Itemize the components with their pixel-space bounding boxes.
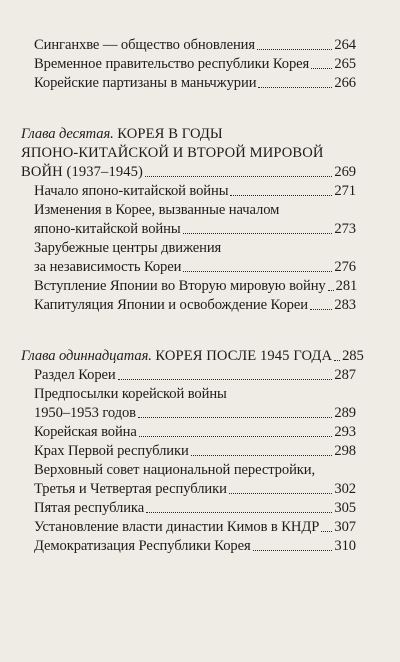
toc-entry-page: 289 xyxy=(334,405,356,421)
chapter-title-line: КОРЕЯ ПОСЛЕ 1945 ГОДА xyxy=(155,348,333,364)
chapter-heading xyxy=(21,125,356,182)
chapter-title-line: КОРЕЯ В ГОДЫ xyxy=(117,126,223,142)
dot-leader xyxy=(230,195,332,196)
toc-entry-title: Установление власти династии Кимов в КНДР xyxy=(34,519,320,535)
toc-entry-title: Пятая республика xyxy=(34,500,145,516)
toc-entry-page: 266 xyxy=(334,75,356,91)
toc-entry-page: 293 xyxy=(334,424,356,440)
chapter-title-line: ВОЙН (1937–1945) xyxy=(21,164,143,180)
toc-entry xyxy=(21,220,356,239)
toc-entry xyxy=(21,442,356,461)
dot-leader xyxy=(310,309,332,310)
toc-entry-title: Раздел Кореи xyxy=(34,367,116,383)
dot-leader xyxy=(321,531,332,532)
toc-entry-page: 307 xyxy=(334,519,356,535)
dot-leader xyxy=(145,176,332,177)
table-of-contents xyxy=(21,36,364,556)
dot-leader xyxy=(257,49,332,50)
toc-entry-page: 273 xyxy=(334,221,356,237)
dot-leader xyxy=(183,233,333,234)
dot-leader xyxy=(146,512,332,513)
toc-entry-title: Корейская война xyxy=(34,424,137,440)
dot-leader xyxy=(334,360,340,361)
toc-entry xyxy=(21,480,356,499)
toc-entry-page: 265 xyxy=(334,56,356,72)
chapter-page: 269 xyxy=(334,164,356,180)
toc-entry-title-line: японо-китайской войны xyxy=(34,221,181,237)
dot-leader xyxy=(258,87,332,88)
toc-entry-page: 264 xyxy=(334,37,356,53)
toc-entry-page: 281 xyxy=(335,278,358,294)
toc-entry-title: Начало японо-китайской войны xyxy=(34,183,229,199)
toc-entry-page: 305 xyxy=(334,500,356,516)
toc-entry xyxy=(21,404,356,423)
toc-entry xyxy=(21,277,356,296)
toc-entry xyxy=(21,499,356,518)
toc-entry xyxy=(21,296,356,315)
toc-entry-page: 302 xyxy=(334,481,356,497)
toc-entry xyxy=(21,74,356,93)
toc-entry xyxy=(21,258,356,277)
toc-entry xyxy=(21,239,356,258)
toc-entry xyxy=(21,518,356,537)
toc-entry xyxy=(21,461,356,480)
toc-entry-title: Крах Первой республики xyxy=(34,443,189,459)
dot-leader xyxy=(328,290,334,291)
toc-entry-title: Вступление Японии во Вторую мировую войну xyxy=(34,278,326,294)
dot-leader xyxy=(138,417,332,418)
toc-entry-title: Капитуляция Японии и освобождение Кореи xyxy=(34,297,308,313)
toc-entry-title: Синганхве — общество обновления xyxy=(34,37,256,53)
dot-leader xyxy=(118,379,333,380)
chapter-page: 285 xyxy=(342,348,364,364)
toc-entry-page: 276 xyxy=(334,259,356,275)
chapter-label: Глава одиннадцатая. xyxy=(21,348,152,364)
chapter-title-line: ЯПОНО-КИТАЙСКОЙ И ВТОРОЙ МИРОВОЙ xyxy=(21,145,324,161)
toc-entry-page: 310 xyxy=(334,538,356,554)
toc-entry xyxy=(21,385,356,404)
toc-entry-page: 271 xyxy=(334,183,356,199)
dot-leader xyxy=(311,68,332,69)
toc-entry-title-line: Верховный совет национальной перестройки, xyxy=(34,462,316,478)
toc-entry xyxy=(21,55,356,74)
dot-leader xyxy=(229,493,333,494)
toc-entry-title: Временное правительство республики Корея xyxy=(34,56,310,72)
toc-entry xyxy=(21,201,356,220)
toc-entry-title-line: за независимость Кореи xyxy=(34,259,182,275)
dot-leader xyxy=(183,271,332,272)
chapter-label: Глава десятая. xyxy=(21,126,114,142)
toc-entry-page: 283 xyxy=(334,297,356,313)
dot-leader xyxy=(191,455,333,456)
toc-entry-page: 298 xyxy=(334,443,356,459)
toc-entry xyxy=(21,366,356,385)
toc-entry-title: Демократизация Республики Корея xyxy=(34,538,251,554)
toc-entry-title-line: Зарубежные центры движения xyxy=(34,240,222,256)
toc-entry xyxy=(21,182,356,201)
toc-entry-title: Корейские партизаны в маньчжурии xyxy=(34,75,257,91)
dot-leader xyxy=(139,436,333,437)
toc-entry-title-line: Третья и Четвертая республики xyxy=(34,481,227,497)
chapter-heading xyxy=(21,347,364,366)
toc-entry-title-line: Предпосылки корейской войны xyxy=(34,386,227,402)
toc-entry-title-line: 1950–1953 годов xyxy=(34,405,136,421)
toc-entry xyxy=(21,537,356,556)
dot-leader xyxy=(253,550,333,551)
toc-entry xyxy=(21,36,356,55)
toc-entry-title-line: Изменения в Корее, вызванные началом xyxy=(34,202,280,218)
toc-entry xyxy=(21,423,356,442)
toc-entry-page: 287 xyxy=(334,367,356,383)
